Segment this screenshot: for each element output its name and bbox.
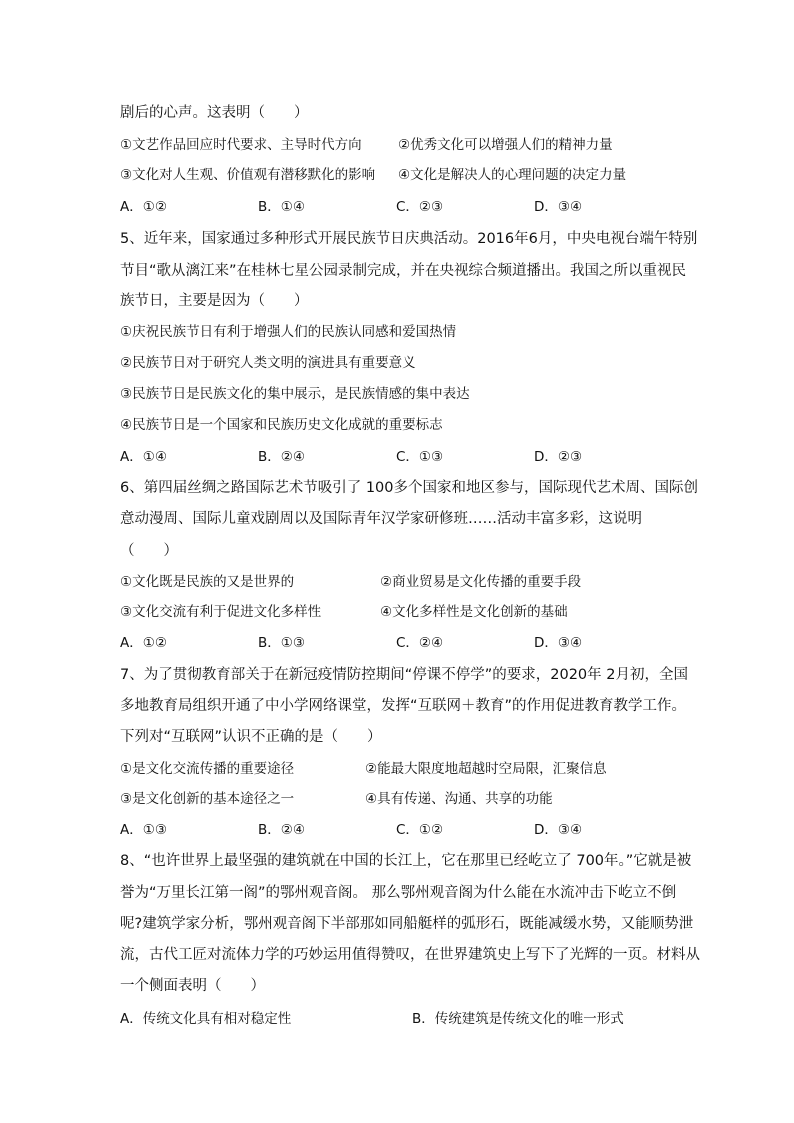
q6-option-3: ③文化交流有利于促进文化多样性 [120, 604, 322, 620]
q6-choice-a[interactable]: A．①② [120, 635, 167, 651]
q5-choice-d[interactable]: D．②③ [534, 449, 583, 465]
q5-option-3: ③民族节日是民族文化的集中展示，是民族情感的集中表达 [120, 386, 470, 402]
q7-stem-line-3: 下列对“互联网”认识不正确的是（ ） [120, 729, 382, 745]
q6-stem-line-3: （ ） [120, 543, 178, 559]
q7-option-2: ②能最大限度地超越时空局限，汇聚信息 [365, 761, 607, 777]
q8-stem-line-1: 8、“也许世界上最坚强的建筑就在中国的长江上，它在那里已经屹立了 700年。”它就是被 [120, 853, 692, 869]
q7-choice-d[interactable]: D．③④ [534, 822, 583, 838]
q7-choice-a[interactable]: A．①③ [120, 822, 167, 838]
q5-option-4: ④民族节日是一个国家和民族历史文化成就的重要标志 [120, 417, 443, 433]
q5-choice-c[interactable]: C．①③ [396, 449, 444, 465]
q4-stem-tail: 剧后的心声。这表明（ ） [120, 105, 309, 121]
q6-option-2: ②商业贸易是文化传播的重要手段 [380, 574, 582, 590]
q5-stem-line-3: 族节日，主要是因为（ ） [120, 293, 309, 309]
q4-choice-d[interactable]: D．③④ [534, 199, 583, 215]
q4-choice-c[interactable]: C．②③ [396, 199, 444, 215]
q4-option-4: ④文化是解决人的心理问题的决定力量 [398, 167, 627, 183]
q6-stem-line-2: 意动漫周、国际儿童戏剧周以及国际青年汉学家研修班……活动丰富多彩，这说明 [120, 511, 642, 527]
q7-stem-line-1: 7、为了贯彻教育部关于在新冠疫情防控期间“停课不停学”的要求，2020年 2月初，全国 [120, 667, 688, 683]
q5-option-1: ①庆祝民族节日有利于增强人们的民族认同感和爱国热情 [120, 324, 457, 340]
q4-option-3: ③文化对人生观、价值观有潜移默化的影响 [120, 167, 376, 183]
q4-option-2: ②优秀文化可以增强人们的精神力量 [398, 137, 613, 153]
q4-choice-a[interactable]: A．①② [120, 199, 167, 215]
q8-stem-line-2: 誉为“万里长江第一阁”的鄂州观音阁。 那么鄂州观音阁为什么能在水流冲击下屹立不倒 [120, 885, 677, 901]
q8-stem-line-3: 呢?建筑学家分析，鄂州观音阁下半部那如同船艇样的弧形石，既能减缓水势，又能顺势泄 [120, 916, 694, 932]
q6-choice-d[interactable]: D．③④ [534, 635, 583, 651]
q8-choice-a[interactable]: A．传统文化具有相对稳定性 [120, 1011, 292, 1027]
q8-choice-b[interactable]: B．传统建筑是传统文化的唯一形式 [412, 1011, 624, 1027]
q7-stem-line-2: 多地教育局组织开通了中小学网络课堂，发挥“互联网＋教育”的作用促进教育教学工作。 [120, 698, 687, 714]
q6-option-1: ①文化既是民族的又是世界的 [120, 574, 295, 590]
q5-option-2: ②民族节日对于研究人类文明的演进具有重要意义 [120, 355, 416, 371]
q5-choice-b[interactable]: B．②④ [258, 449, 305, 465]
q6-choice-b[interactable]: B．①③ [258, 635, 305, 651]
q5-choice-a[interactable]: A．①④ [120, 449, 167, 465]
q4-choice-b[interactable]: B．①④ [258, 199, 305, 215]
q4-option-1: ①文艺作品回应时代要求、主导时代方向 [120, 137, 362, 153]
q7-option-1: ①是文化交流传播的重要途径 [120, 761, 295, 777]
q7-choice-b[interactable]: B．②④ [258, 822, 305, 838]
q5-stem-line-2: 节目“歌从漓江来”在桂林七星公园录制完成，并在央视综合频道播出。我国之所以重视民 [120, 263, 687, 279]
q7-choice-c[interactable]: C．①② [396, 822, 444, 838]
q6-choice-c[interactable]: C．②④ [396, 635, 444, 651]
q8-stem-line-4: 流，古代工匠对流体力学的巧妙运用值得赞叹，在世界建筑史上写下了光辉的一页。材料从 [120, 947, 700, 963]
q5-stem-line-1: 5、近年来，国家通过多种形式开展民族节日庆典活动。2016年6月，中央电视台端午特别 [120, 231, 698, 247]
q7-option-4: ④具有传递、沟通、共享的功能 [365, 791, 553, 807]
q6-stem-line-1: 6、第四届丝绸之路国际艺术节吸引了 100多个国家和地区参与，国际现代艺术周、国际创 [120, 480, 699, 496]
q7-option-3: ③是文化创新的基本途径之一 [120, 791, 295, 807]
q6-option-4: ④文化多样性是文化创新的基础 [380, 604, 568, 620]
q8-stem-line-5: 一个侧面表明（ ） [120, 978, 265, 994]
